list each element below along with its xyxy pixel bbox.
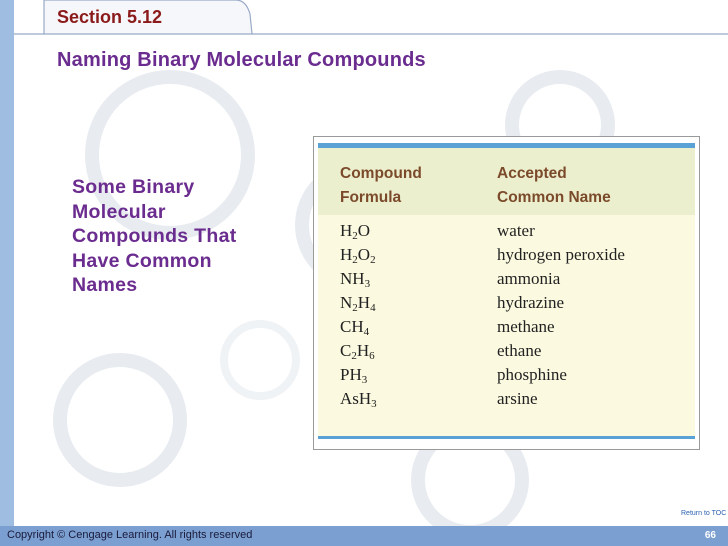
table-row	[318, 363, 695, 387]
table-body	[318, 219, 695, 411]
table-row	[318, 291, 695, 315]
table-row	[318, 219, 695, 243]
name-cell: water	[497, 221, 535, 240]
formula-cell: $H_2O_2$	[340, 245, 376, 266]
formula-cell: AsH$_3$	[340, 389, 377, 410]
table-row	[318, 267, 695, 291]
name-cell: methane	[497, 317, 555, 336]
table-row	[318, 387, 695, 411]
formula-cell: $H_2O$	[340, 221, 371, 242]
slide-subtitle	[72, 175, 287, 298]
name-cell: ammonia	[497, 269, 561, 288]
formula-cell: $C_2H_6$	[340, 341, 375, 362]
footer-bar	[0, 526, 728, 546]
name-cell: hydrazine	[497, 293, 565, 312]
subtitle-line: Some Binary	[72, 176, 195, 198]
section-tab	[44, 0, 250, 34]
return-to-toc-link[interactable]: Return to TOC	[681, 510, 727, 517]
column-header-name: Accepted Common Name	[497, 165, 611, 206]
name-cell: arsine	[497, 389, 538, 408]
subtitle-line: Have Common	[72, 249, 212, 272]
formula-cell: $NH_3$	[340, 269, 371, 290]
section-label: Section 5.12	[57, 6, 163, 27]
formula-cell: $CH_4$	[340, 317, 370, 338]
subtitle-line: Molecular	[72, 200, 166, 223]
name-cell: hydrogen peroxide	[497, 245, 625, 264]
table-row	[318, 339, 695, 363]
subtitle-line: Compounds That	[72, 225, 237, 247]
table-header	[318, 148, 695, 215]
name-cell: phosphine	[497, 365, 567, 384]
page-title: Naming Binary Molecular Compounds	[57, 49, 426, 71]
formula-cell: $N_2H_4$	[340, 293, 376, 314]
table-row	[318, 243, 695, 267]
table-row	[318, 315, 695, 339]
name-cell: ethane	[497, 341, 542, 360]
column-header-formula: Compound Formula	[340, 165, 422, 206]
page-number: 66	[704, 530, 716, 541]
copyright-text: Copyright © Cengage Learning. All rights reserved	[7, 529, 253, 541]
subtitle-line: Names	[72, 274, 138, 296]
formula-cell: $PH_3$	[340, 365, 368, 386]
compound-table	[318, 143, 695, 439]
